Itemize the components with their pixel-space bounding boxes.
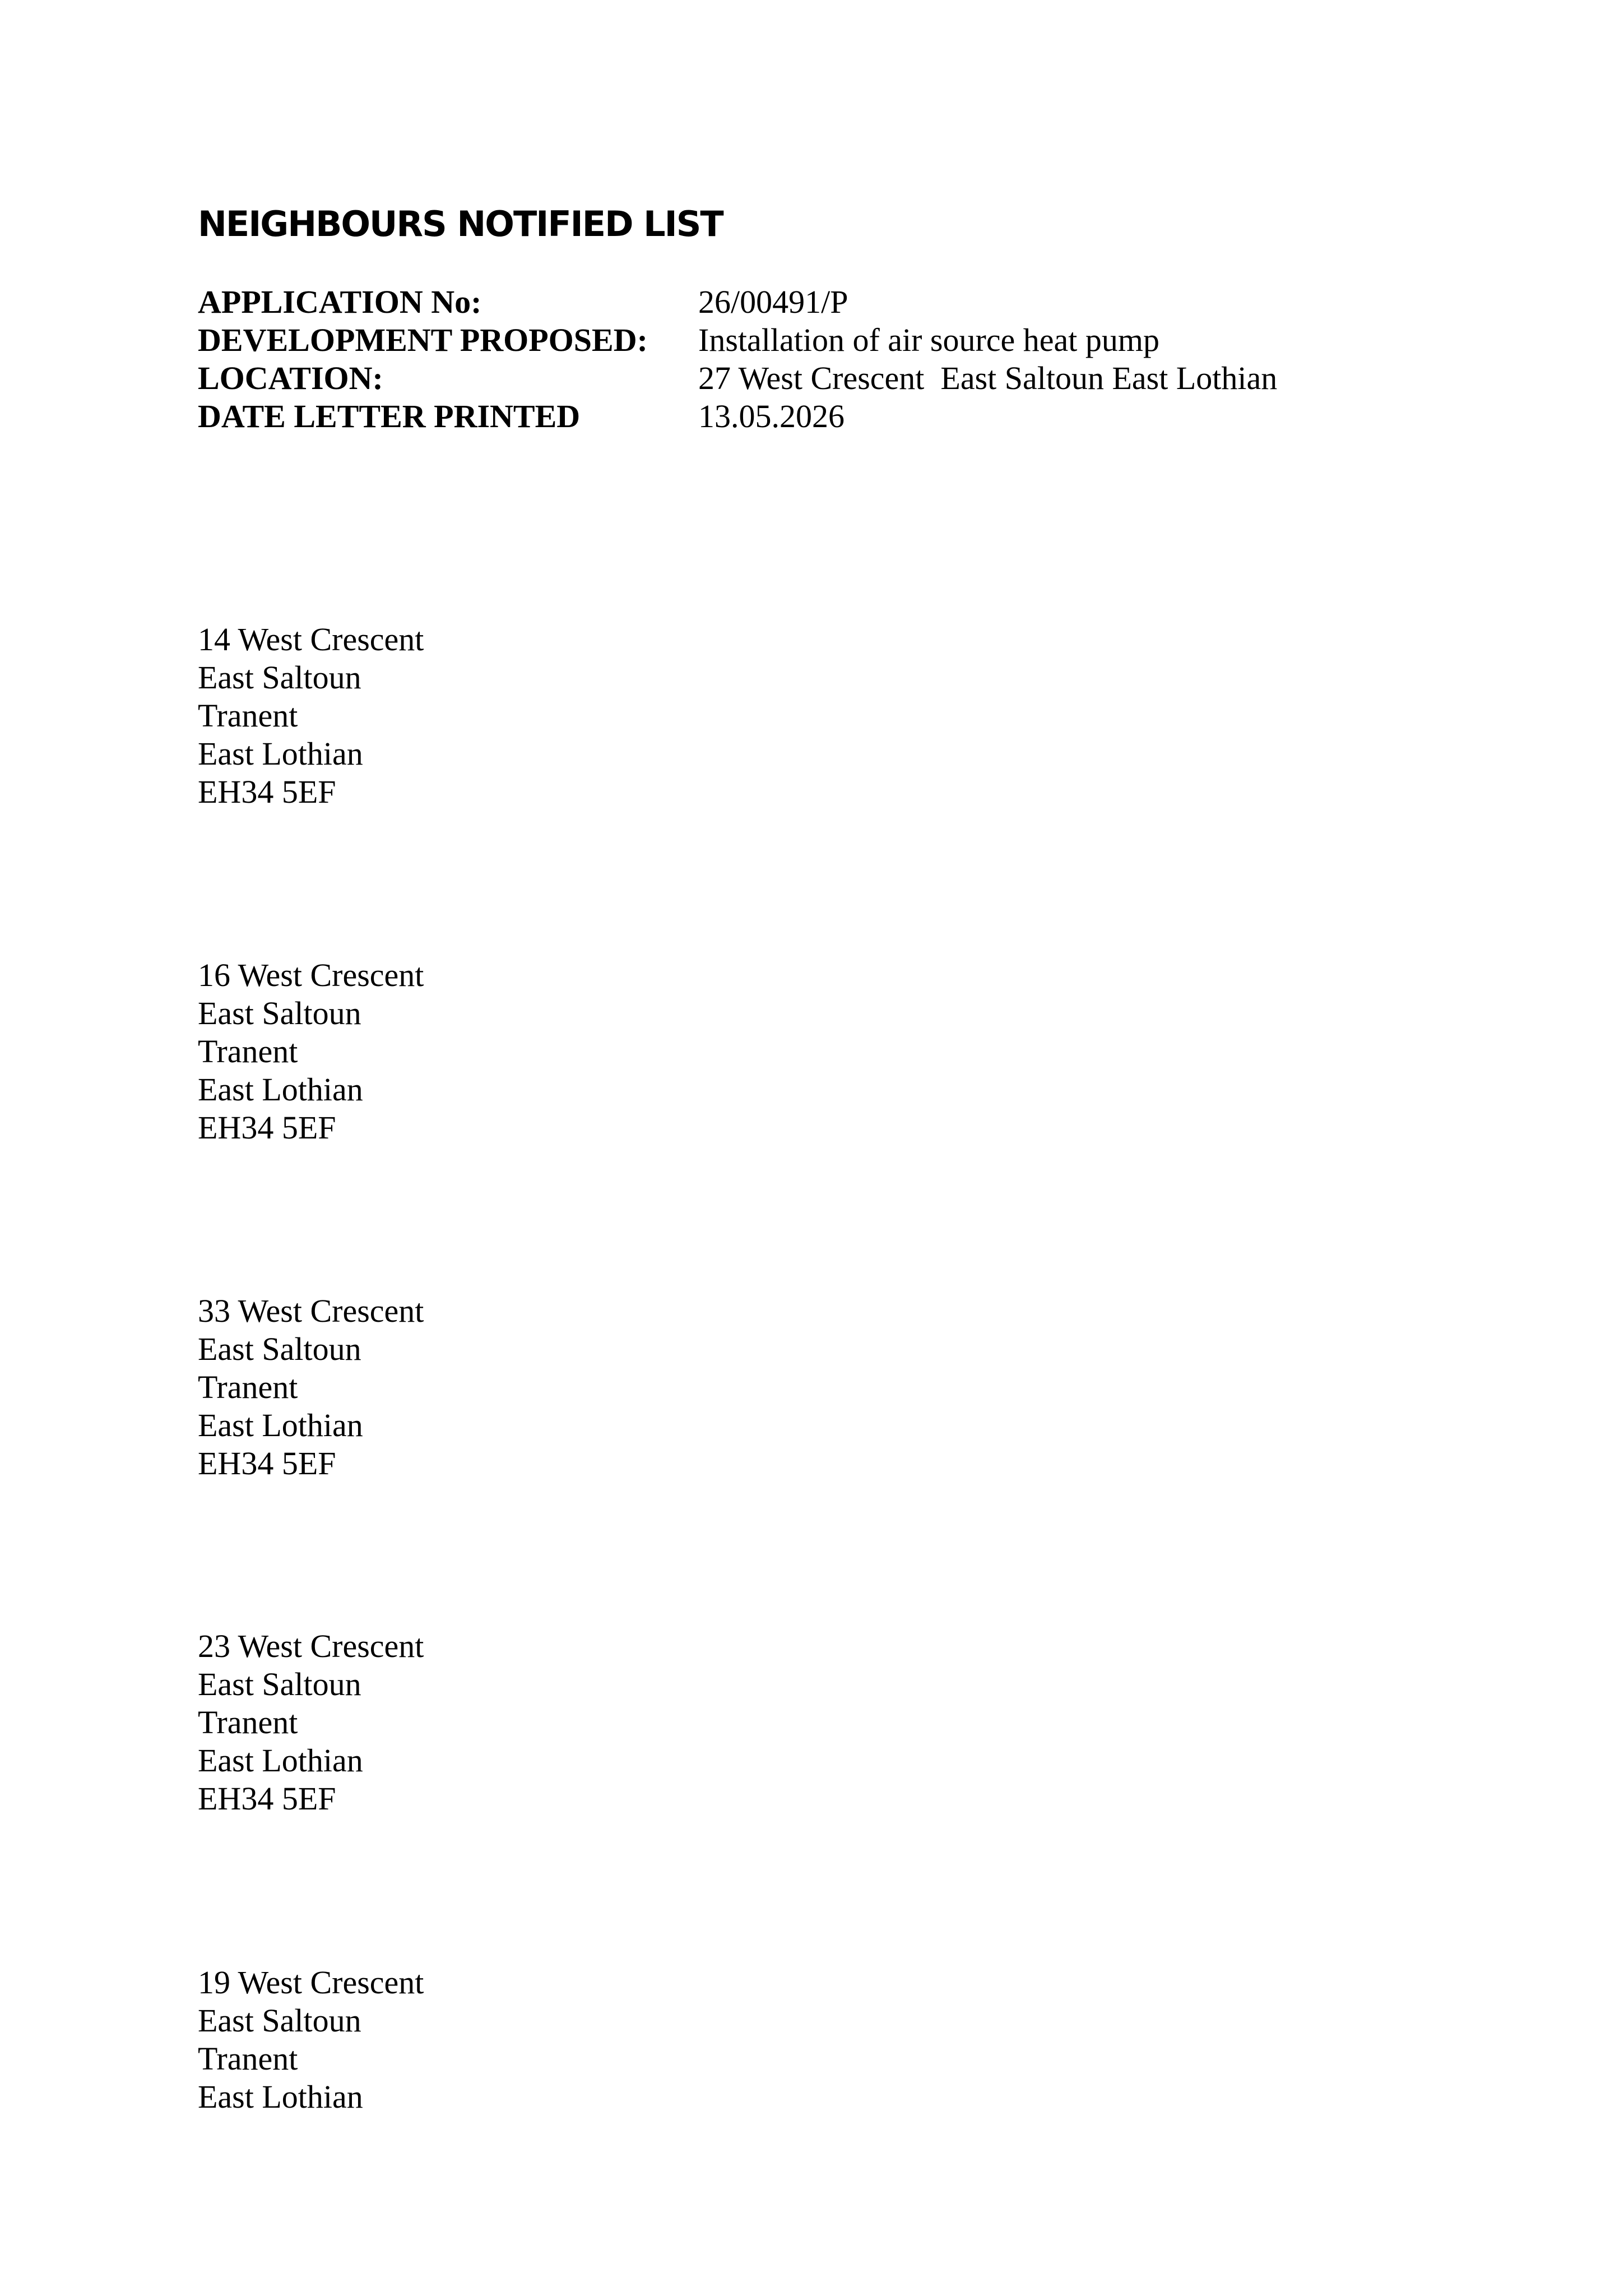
neighbour-address-block <box>198 621 424 811</box>
detail-label: DATE LETTER PRINTED <box>198 398 581 434</box>
detail-value: 26/00491/P <box>698 284 848 320</box>
address-line: East Saltoun <box>198 1666 361 1702</box>
address-line: Tranent <box>198 2040 298 2077</box>
address-line: Tranent <box>198 697 298 734</box>
detail-value: 27 West Crescent East Saltoun East Lothian <box>698 360 1278 396</box>
address-line: 19 West Crescent <box>198 1964 424 2001</box>
address-line: East Lothian <box>198 1071 363 1108</box>
address-line: East Saltoun <box>198 659 361 696</box>
neighbour-address-block <box>198 956 424 1147</box>
address-line: 14 West Crescent <box>198 621 424 658</box>
detail-label: DEVELOPMENT PROPOSED: <box>198 322 648 358</box>
page-title: NEIGHBOURS NOTIFIED LIST <box>198 203 723 244</box>
detail-value: 13.05.2026 <box>698 398 845 434</box>
address-line: 33 West Crescent <box>198 1293 424 1329</box>
neighbour-address-block <box>198 1292 424 1483</box>
address-line: East Saltoun <box>198 1331 361 1367</box>
address-line: East Saltoun <box>198 995 361 1031</box>
address-line: Tranent <box>198 1033 298 1070</box>
address-line: EH34 5EF <box>198 774 336 810</box>
address-line: EH34 5EF <box>198 1109 336 1146</box>
detail-label: LOCATION: <box>198 360 383 396</box>
address-line: Tranent <box>198 1704 298 1740</box>
address-line: East Lothian <box>198 1407 363 1443</box>
address-line: EH34 5EF <box>198 1445 336 1482</box>
address-line: EH34 5EF <box>198 1780 336 1817</box>
address-line: 23 West Crescent <box>198 1628 424 1664</box>
address-line: 16 West Crescent <box>198 957 424 993</box>
address-line: East Lothian <box>198 1742 363 1779</box>
neighbour-address-block <box>198 1964 424 2116</box>
address-line: East Saltoun <box>198 2002 361 2039</box>
address-line: East Lothian <box>198 735 363 772</box>
neighbour-address-block <box>198 1627 424 1818</box>
detail-value: Installation of air source heat pump <box>698 322 1160 358</box>
address-line: Tranent <box>198 1369 298 1405</box>
address-line: East Lothian <box>198 2079 363 2115</box>
detail-label: APPLICATION No: <box>198 284 482 320</box>
